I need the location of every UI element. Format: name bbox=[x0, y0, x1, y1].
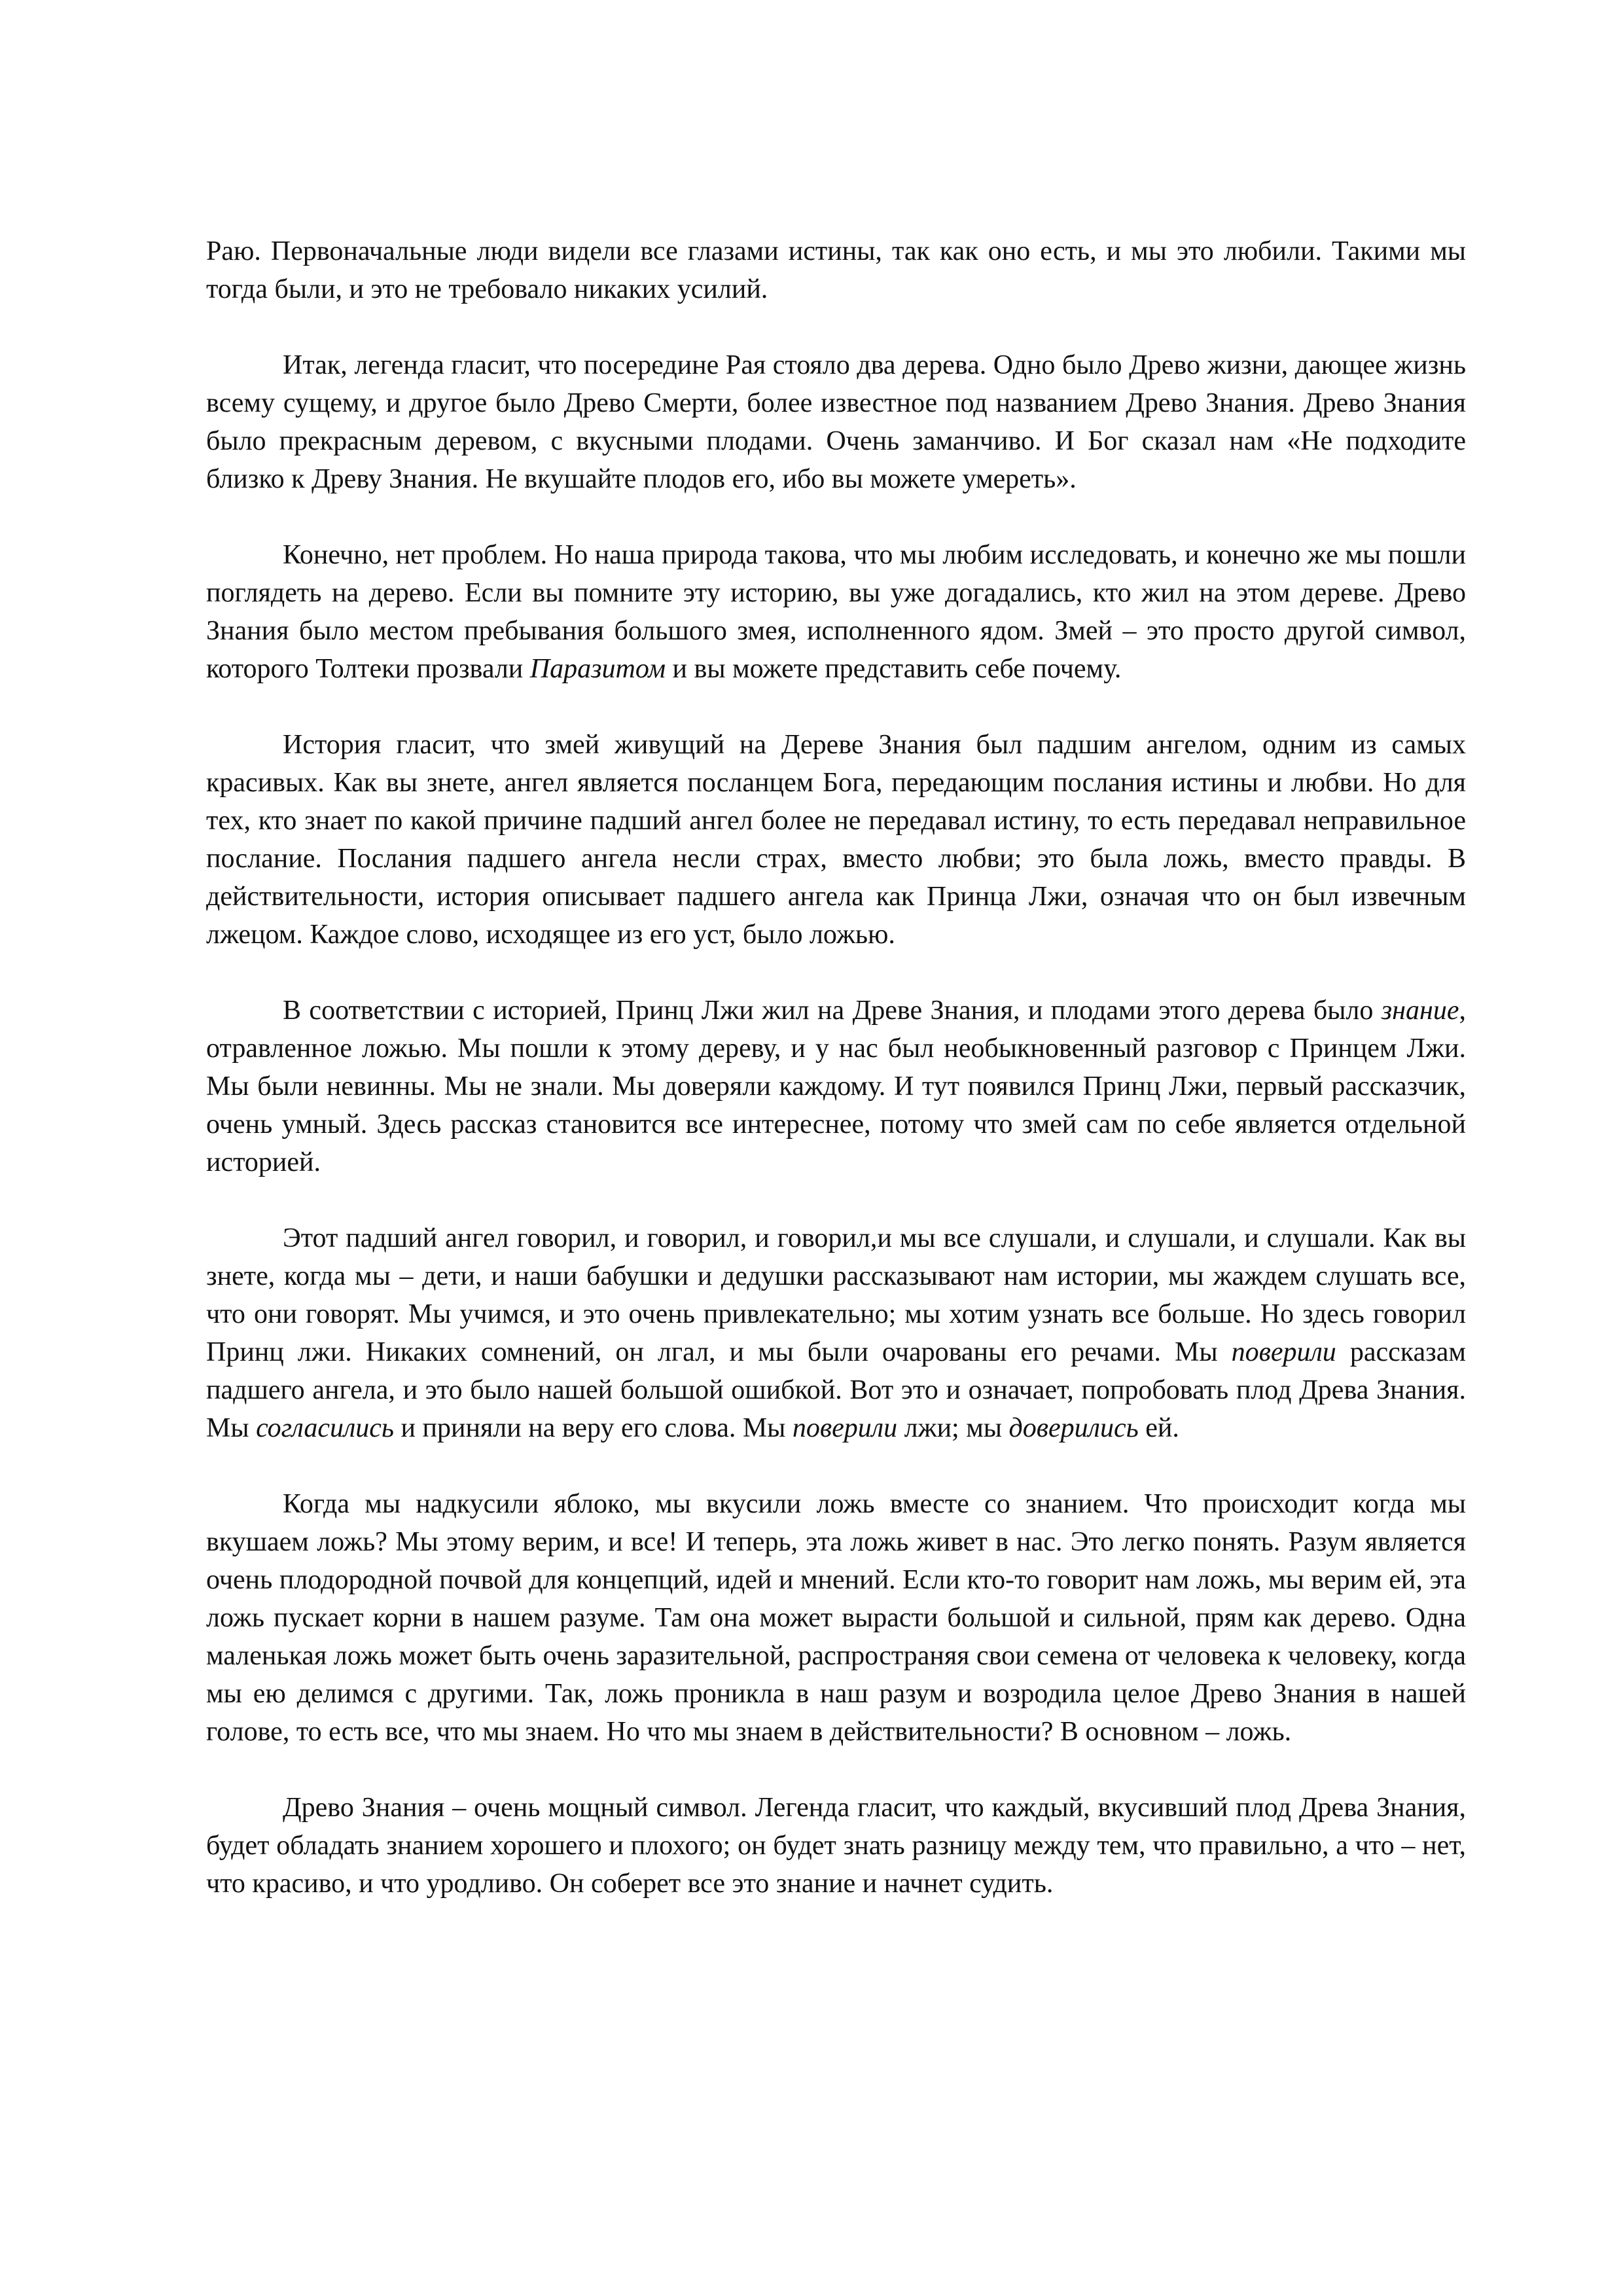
paragraph-4 bbox=[206, 726, 1466, 954]
paragraph-6-italic-believed-1: поверили bbox=[1231, 1337, 1336, 1367]
paragraph-3-italic-parasite: Паразитом bbox=[529, 654, 666, 684]
paragraph-5-italic-knowledge: знание bbox=[1381, 996, 1459, 1026]
paragraph-6-italic-agreed: согласились bbox=[256, 1413, 395, 1443]
paragraph-8-text: Древо Знания – очень мощный символ. Легенда гласит, что каждый, вкусивший плод Древа Знания, будет обладать знанием хорошего и плохого; он будет знать разницу между тем, что правильно, а что – нет, что красиво, и что уродливо. Он соберет все это знание и начнет судить. bbox=[206, 1793, 1466, 1899]
paragraph-6 bbox=[206, 1219, 1466, 1447]
paragraph-3-text-a: Конечно, нет проблем. Но наша природа такова, что мы любим исследовать, и конечно же мы пошли поглядеть на дерево. Если вы помните эту историю, вы уже догадались, кто жил на этом дереве. Древо Знания было местом пребывания большого змея, исполненного ядом. Змей – это просто другой символ, которого Толтеки прозвали bbox=[206, 540, 1466, 684]
paragraph-1 bbox=[206, 232, 1466, 308]
paragraph-7-text: Когда мы надкусили яблоко, мы вкусили ложь вместе со знанием. Что происходит когда мы вкушаем ложь? Мы этому верим, и все! И теперь, эта ложь живет в нас. Это легко понять. Разум является очень плодородной почвой для концепций, идей и мнений. Если кто-то говорит нам ложь, мы верим ей, эта ложь пускает корни в нашем разуме. Там она может вырасти большой и сильной, прям как дерево. Одна маленькая ложь может быть очень заразительной, распространяя свои семена от человека к человеку, когда мы ею делимся с другими. Так, ложь проникла в наш разум и возродила целое Древо Знания в нашей голове, то есть все, что мы знаем. Но что мы знаем в действительности? В основном – ложь. bbox=[206, 1489, 1466, 1747]
paragraph-1-text: Раю. Первоначальные люди видели все глазами истины, так как оно есть, и мы это любили. Такими мы тогда были, и это не требовало никаких усилий. bbox=[206, 236, 1466, 304]
paragraph-7 bbox=[206, 1485, 1466, 1751]
paragraph-2-text: Итак, легенда гласит, что посередине Рая стояло два дерева. Одно было Древо жизни, дающее жизнь всему сущему, и другое было Древо Смерти, более известное под названием Древо Знания. Древо Знания было прекрасным деревом, с вкусными плодами. Очень заманчиво. И Бог сказал нам «Не подходите близко к Древу Знания. Не вкушайте плодов его, ибо вы можете умереть». bbox=[206, 350, 1466, 494]
paragraph-5-text-b: , отравленное ложью. Мы пошли к этому дереву, и у нас был необыкновенный разговор с Принцем Лжи. Мы были невинны. Мы не знали. Мы доверяли каждому. И тут появился Принц Лжи, первый рассказчик, очень умный. Здесь рассказ становится все интереснее, потому что змей сам по себе является отдельной историей. bbox=[206, 996, 1466, 1177]
paragraph-6-text-d: лжи; мы bbox=[897, 1413, 1009, 1443]
paragraph-6-italic-trusted: доверились bbox=[1008, 1413, 1139, 1443]
paragraph-3-text-b: и вы можете представить себе почему. bbox=[666, 654, 1122, 684]
paragraph-5-text-a: В соответствии с историей, Принц Лжи жил на Древе Знания, и плодами этого дерева было bbox=[283, 996, 1382, 1026]
paragraph-6-text-b: рассказам падшего ангела, и это было нашей большой ошибкой. Вот это и означает, попробовать плод Древа Знания. Мы bbox=[206, 1337, 1466, 1443]
paragraph-6-text-a: Этот падший ангел говорил, и говорил, и говорил,и мы все слушали, и слушали, и слушали. Как вы знете, когда мы – дети, и наши бабушки и дедушки рассказывают нам истории, мы жаждем слушать все, что они говорят. Мы учимся, и это очень привлекательно; мы хотим узнать все больше. Но здесь говорил Принц лжи. Никаких сомнений, он лгал, и мы были очарованы его речами. Мы bbox=[206, 1223, 1466, 1367]
paragraph-5 bbox=[206, 992, 1466, 1181]
paragraph-8 bbox=[206, 1789, 1466, 1903]
paragraph-4-text: История гласит, что змей живущий на Дереве Знания был падшим ангелом, одним из самых красивых. Как вы знете, ангел является посланцем Бога, передающим послания истины и любви. Но для тех, кто знает по какой причине падший ангел более не передавал истину, то есть передавал неправильное послание. Послания падшего ангела несли страх, вместо любви; это была ложь, вместо правды. В действительности, история описывает падшего ангела как Принца Лжи, означая что он был извечным лжецом. Каждое слово, исходящее из его уст, было ложью. bbox=[206, 730, 1466, 950]
paragraph-6-text-c: и приняли на веру его слова. Мы bbox=[394, 1413, 793, 1443]
paragraph-6-text-e: ей. bbox=[1138, 1413, 1179, 1443]
paragraph-2 bbox=[206, 346, 1466, 498]
document-page bbox=[206, 232, 1466, 1903]
paragraph-6-italic-believed-2: поверили bbox=[792, 1413, 898, 1443]
paragraph-3 bbox=[206, 536, 1466, 688]
